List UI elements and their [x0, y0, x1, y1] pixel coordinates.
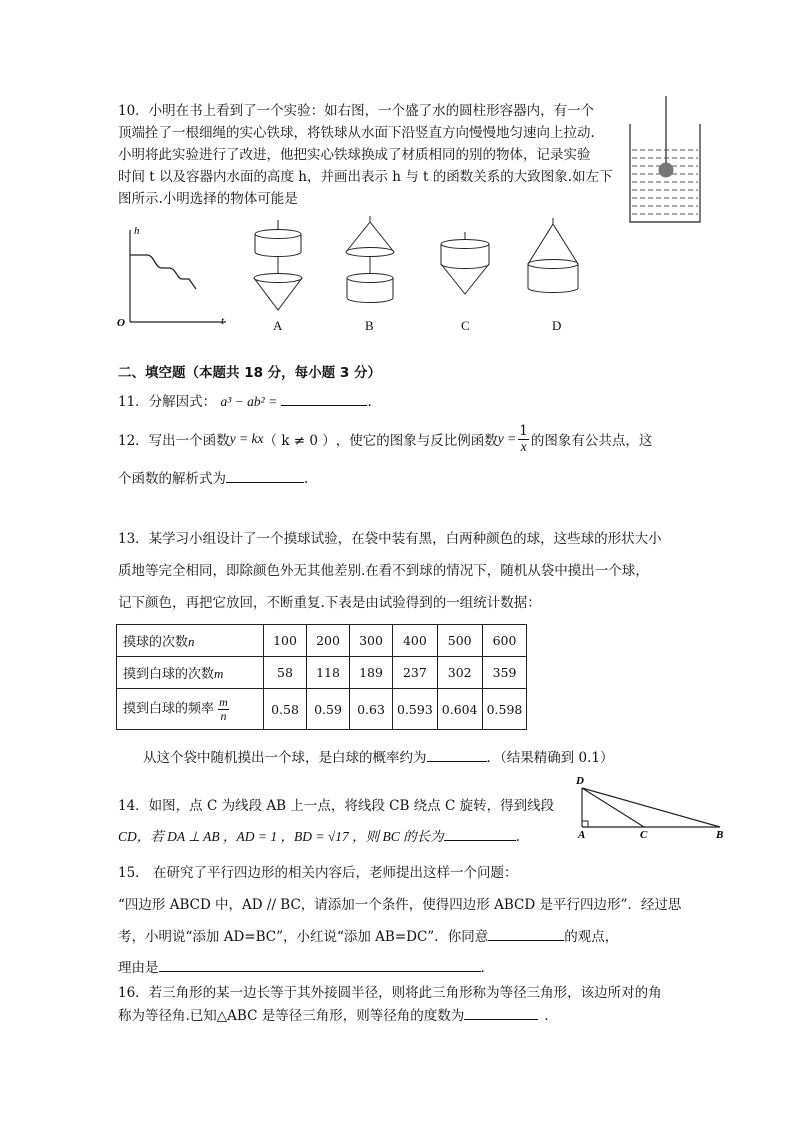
table-cell: 118 [307, 657, 350, 689]
q12-text-c: 的图象有公共点，这 [530, 433, 653, 449]
q12-text-b: ，使它的图象与反比例函数 [335, 433, 498, 449]
q12-func: y = kx [229, 431, 264, 446]
table-cell: 0.63 [350, 689, 393, 730]
q12-text-a: 12．写出一个函数 [118, 433, 230, 449]
q10-line-4: 时间 t 以及容器内水面的高度 h，并画出表示 h 与 t 的函数关系的大致图象.如左下 [118, 169, 613, 185]
q12-end: . [304, 471, 309, 487]
iron-ball [659, 163, 674, 178]
q13-answer-line [143, 746, 614, 766]
table-cell: 200 [307, 625, 350, 657]
q11-expr: a³ − ab² = [220, 394, 278, 409]
section-heading: 二、填空题（本题共 18 分，每小题 3 分） [118, 365, 381, 381]
graph-origin-label: O [117, 317, 125, 329]
q16-end: . [544, 1008, 549, 1024]
table-cell: 302 [437, 657, 482, 689]
q13-line-1: 13．某学习小组设计了一个摸球试验，在袋中装有黑，白两种颜色的球，这些球的形状大小 [118, 531, 662, 547]
option-c-figure [432, 232, 498, 302]
q13-answer-blank[interactable] [427, 749, 487, 762]
q11 [118, 390, 372, 410]
q12-frac-den: x [520, 438, 527, 454]
q15-line3-end: 的观点， [564, 929, 619, 945]
q12-line2-text: 个函数的解析式为 [118, 471, 226, 487]
container-figure [625, 96, 705, 226]
q10-line-3: 小明将此实验进行了改进，他把实心铁球换成了材质相同的别的物体，记录实验 [118, 147, 591, 163]
q12-frac-num: 1 [519, 423, 528, 440]
q12-line-2 [118, 467, 308, 487]
row3-header: 摸到白球的频率 $\frac{m}{n}$ [117, 689, 264, 730]
table-cell: 189 [350, 657, 393, 689]
q10-line-2: 顶端拴了一根细绳的实心铁球，将铁球从水面下沿竖直方向慢慢地匀速向上拉动. [118, 125, 595, 141]
table-cell: 0.593 [393, 689, 438, 730]
q15-reason-label: 理由是 [118, 960, 159, 976]
q12-y: y = [497, 431, 517, 446]
point-b-label: B [716, 829, 724, 841]
table-cell: 400 [393, 625, 438, 657]
q13-line-2: 质地等完全相同，即除颜色外无其他差别.在看不到球的情况下，随机从袋中摸出一个球， [118, 563, 649, 579]
q10-line-1: 10．小明在书上看到了一个实验：如右图，一个盛了水的圆柱形容器内，有一个 [118, 103, 595, 119]
graph-t-label: t [221, 315, 225, 327]
table-row [117, 657, 527, 689]
q16-line-1: 16．若三角形的某一边长等于其外接圆半径，则将此三角形称为等径三角形，该边所对的角 [118, 985, 662, 1001]
q13-data-table [116, 624, 527, 730]
q15-agree-blank[interactable] [488, 928, 564, 941]
q15-line3-text: 考，小明说“添加 AD=BC”，小红说“添加 AB=DC”．你同意 [118, 929, 489, 945]
q13-answer-note: ．（结果精确到 0.1） [486, 750, 614, 766]
option-d-label: D [552, 318, 562, 333]
point-c-label: C [640, 829, 648, 841]
table-cell: 58 [264, 657, 307, 689]
q13-line-3: 记下颜色，再把它放回，不断重复.下表是由试验得到的一组统计数据： [118, 595, 541, 611]
table-cell: 100 [264, 625, 307, 657]
option-d-figure [520, 218, 586, 298]
option-a-figure [246, 220, 312, 320]
graph-h-label: h [134, 225, 140, 237]
q13-answer-text: 从这个袋中随机摸出一个球，是白球的概率约为 [143, 750, 427, 766]
table-cell: 0.59 [307, 689, 350, 730]
q11-prefix: 11．分解因式： [118, 394, 217, 410]
table-cell: 0.598 [482, 689, 527, 730]
point-d-label: D [576, 775, 584, 787]
q14-line-2 [118, 825, 520, 845]
row1-header: 摸球的次数n [117, 625, 264, 657]
option-b-figure [337, 216, 403, 316]
q14-end: . [515, 829, 520, 845]
q15-end: . [480, 960, 485, 976]
option-c-label: C [461, 318, 470, 333]
option-a-label: A [273, 318, 283, 333]
table-row [117, 689, 527, 730]
table-cell: 237 [393, 657, 438, 689]
q11-end: . [367, 394, 372, 410]
q15-line-1: 15． 在研究了平行四边形的相关内容后，老师提出这样一个问题： [118, 865, 518, 881]
table-cell: 0.58 [264, 689, 307, 730]
q11-answer-blank[interactable] [281, 393, 367, 406]
q16-line-2 [118, 1004, 549, 1024]
q14-line-1: 14．如图，点 C 为线段 AB 上一点，将线段 CB 绕点 C 旋转，得到线段 [118, 798, 555, 814]
q15-line-3 [118, 925, 618, 945]
h-t-graph [114, 222, 234, 332]
q12-line-1 [118, 420, 652, 458]
q15-reason-blank[interactable] [159, 959, 481, 972]
q12-fraction [518, 424, 529, 453]
q14-figure [572, 774, 728, 842]
table-cell: 0.604 [437, 689, 482, 730]
table-cell: 359 [482, 657, 527, 689]
table-cell: 500 [437, 625, 482, 657]
point-a-label: A [578, 829, 586, 841]
q16-answer-blank[interactable] [464, 1007, 538, 1020]
q12-answer-blank[interactable] [226, 470, 304, 483]
q14-line2-text: CD，若 DA ⊥ AB ，AD = 1 ，BD = √17 ，则 BC 的长为 [118, 829, 444, 844]
table-cell: 600 [482, 625, 527, 657]
q12-cond: （ k ≠ 0 ） [263, 433, 336, 449]
table-row [117, 625, 527, 657]
table-cell: 300 [350, 625, 393, 657]
q16-line2-text: 称为等径角.已知△ABC 是等径三角形，则等径角的度数为 [118, 1008, 465, 1024]
option-b-label: B [365, 318, 374, 333]
q15-line-2: “四边形 ABCD 中，AD // BC，请添加一个条件，使得四边形 ABCD 是平行四边形”．经过思 [118, 897, 682, 913]
q10-line-5: 图所示.小明选择的物体可能是 [118, 191, 298, 207]
row2-header: 摸到白球的次数m [117, 657, 264, 689]
q15-line-4 [118, 956, 485, 976]
q14-answer-blank[interactable] [444, 828, 516, 841]
